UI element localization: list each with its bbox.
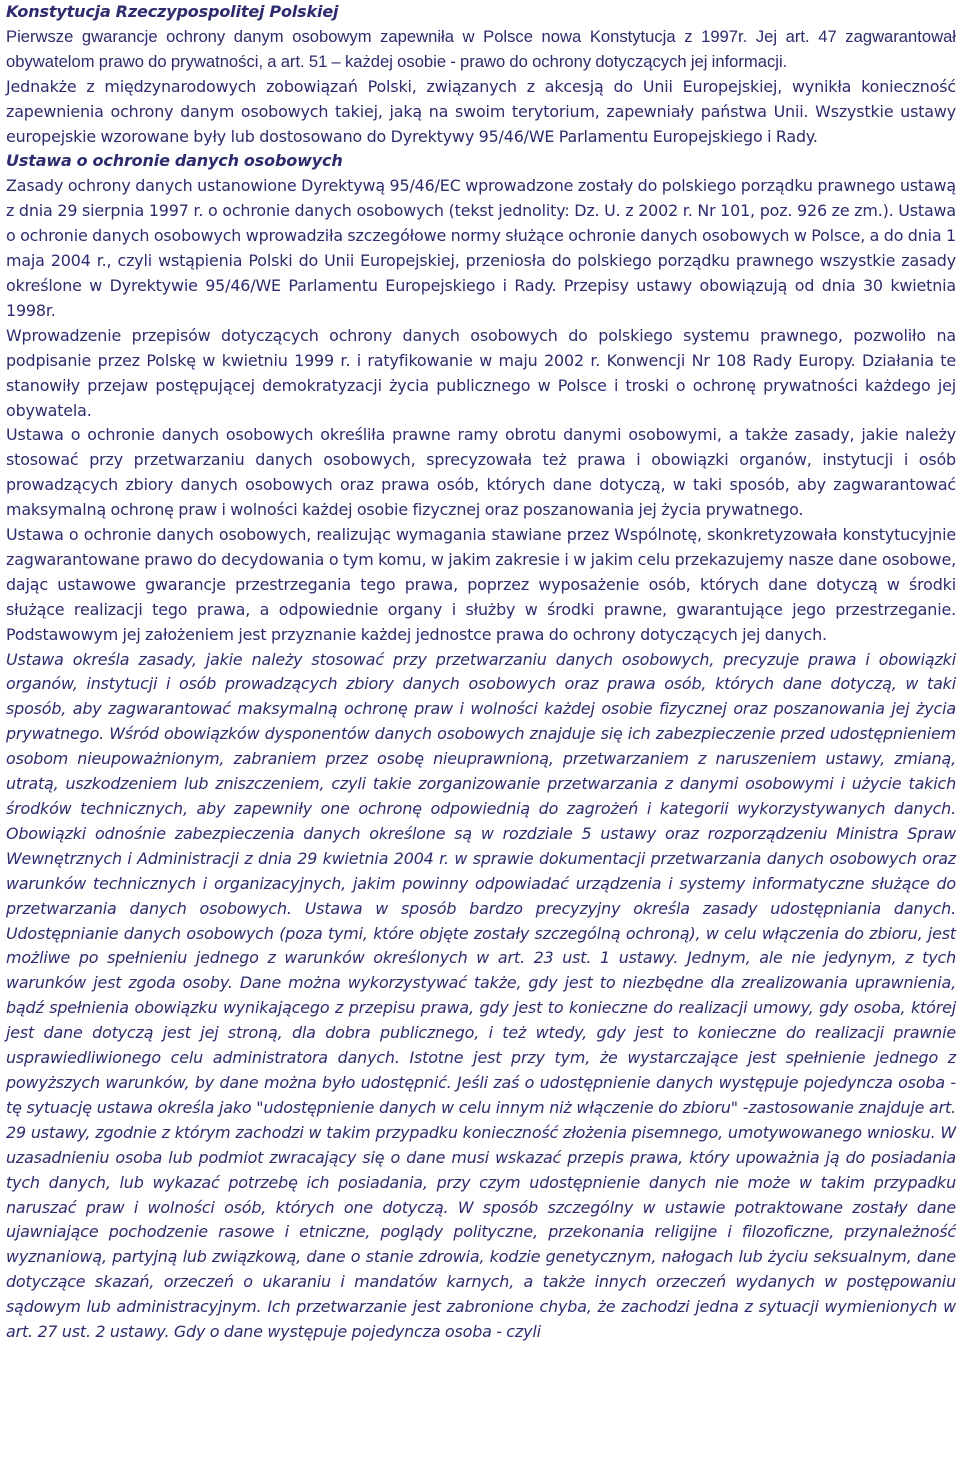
paragraph-processing-rules: Ustawa określa zasady, jakie należy stosować przy przetwarzaniu danych osobowych, precyzuje prawa i obowiązki organów, instytucji i osób prowadzących zbiory danych osobowych oraz prawa osób, których dane dotyczą, w taki sposób, aby zagwarantować maksymalną ochronę praw i wolności każdej osobie fizycznej oraz poszanowania jej życia prywatnego. Wśród obowiązków dysponentów danych osobowych znajduje się ich zabezpieczenie przed udostępnieniem osobom nieupoważnionym, zabraniem przez osobę nieuprawnioną, przetwarzaniem z naruszeniem ustawy, zmianą, utratą, uszkodzeniem lub zniszczeniem, czyli takie zorganizowanie przetwarzania z danymi osobowymi i użycie takich środków technicznych, aby zapewniły one ochronę odpowiednią do zagrożeń i kategorii wykorzystywanych danych. Obowiązki odnośnie zabezpieczenia danych określone są w rozdziale 5 ustawy oraz rozporządzeniu Ministra Spraw Wewnętrznych i Administracji z dnia 29 kwietnia 2004 r. w sprawie dokumentacji przetwarzania danych osobowych oraz warunków technicznych i organizacyjnych, jakim powinny odpowiadać urządzenia i systemy informatyczne służące do przetwarzania danych osobowych. Ustawa w sposób bardzo precyzyjny określa zasady udostępniania danych. Udostępnianie danych osobowych (poza tymi, które objęte zostały szczególną ochroną), w celu włączenia do zbioru, jest możliwe po spełnieniu jednego z warunków określonych w art. 23 ust. 1 ustawy. Jednym, ale nie jedynym, z tych warunków jest zgoda osoby. Dane można wykorzystywać także, gdy jest to niezbędne dla zrealizowania uprawnienia, bądź spełnienia obowiązku wynikającego z przepisu prawa, gdy jest to konieczne do realizacji umowy, gdy osoba, której jest dane dotyczą jest jej stroną, dla dobra publicznego, i też wtedy, gdy jest to konieczne do realizacji prawnie usprawiedliwionego celu administratora danych. Istotne jest przy tym, że wystarczające jest spełnienie jednego z powyższych warunków, by dane można było udostępnić. Jeśli zaś o udostępnienie danych występuje pojedyncza osoba -tę sytuację ustawa określa jako "udostępnienie danych w celu innym niż włączenie do zbioru" -zastosowanie znajduje art. 29 ustawy, zgodnie z którym zachodzi w takim przypadku konieczność złożenia pisemnego, umotywowanego wniosku. W uzasadnieniu osoba lub podmiot zwracający się o dane musi wskazać przepis prawa, który upoważnia ją do posiadania tych danych, lub wykazać potrzebę ich posiadania, przy czym udostępnienie danych nie może w takim przypadku naruszać praw i wolności osób, których one dotyczą. W sposób szczególny w ustawie potraktowane zostały dane ujawniające pochodzenie rasowe i etniczne, poglądy polityczne, przekonania religijne i filozoficzne, przynależność wyznaniową, partyjną lub związkową, dane o stanie zdrowia, kodzie genetycznym, nałogach lub życiu seksualnym, dane dotyczące skazań, orzeczeń o ukaraniu i mandatów karnych, a także innych orzeczeń wydanych w postępowaniu sądowym lub administracyjnym. Ich przetwarzanie jest zabronione chyba, że zachodzi jedna z sytuacji wymienionych w art. 27 ust. 2 ustawy. Gdy o dane występuje pojedyncza osoba - czyli xyxy=(6,649,956,1342)
section-heading-act: Ustawa o ochronie danych osobowych xyxy=(6,151,343,171)
paragraph-convention-108: Wprowadzenie przepisów dotyczących ochrony danych osobowych do polskiego systemu prawnego, pozwoliło na podpisanie przez Polskę w kwietniu 1999 r. i ratyfikowanie w maju 2002 r. Konwencji Nr 108 Rady Europy. Działania te stanowiły przejaw postępującej demokratyzacji życia publicznego w Polsce i troski o ochronę prywatności każdego jej obywatela. xyxy=(6,325,956,420)
section-heading-constitution: Konstytucja Rzeczypospolitej Polskiej xyxy=(6,2,339,21)
paragraph-act-directive: Zasady ochrony danych ustanowione Dyrektywą 95/46/EC wprowadzone zostały do polskiego porządku prawnego ustawą z dnia 29 sierpnia 1997 r. o ochronie danych osobowych (tekst jednolity: Dz. U. z 2002 r. Nr 101, poz. 926 ze zm.). Ustawa o ochronie danych osobowych wprowadziła szczegółowe normy służące ochronie danych osobowych w Polsce, a do dnia 1 maja 2004 r., czyli wstąpienia Polski do Unii Europejskiej, przeniosła do polskiego porządku prawnego wszystkie zasady określone w Dyrektywie 95/46/WE Parlamentu Europejskiego i Rady. Przepisy ustawy obowiązują od dnia 30 kwietnia 1998r. xyxy=(6,176,956,320)
paragraph-constitutional-right: Ustawa o ochronie danych osobowych, realizując wymagania stawiane przez Wspólnotę, skonkretyzowała konstytucyjnie zagwarantowane prawo do decydowania o tym komu, w jakim zakresie i w jakim celu przekazujemy nasze dane osobowe, dając ustawowe gwarancje przestrzegania tego prawa, poprzez wyposażenie osób, których dane dotyczą w środki służące realizacji tego prawa, a odpowiednie organy i służby w środki prawne, gwarantujące jego przestrzeganie. Podstawowym jej założeniem jest przyznanie każdej jednostce prawa do ochrony dotyczących jej danych. xyxy=(6,525,956,644)
document-page xyxy=(6,0,956,1345)
paragraph-constitution-intro: Pierwsze gwarancje ochrony danym osobowym zapewniła w Polsce nowa Konstytucja z 1997r. Jej art. 47 zagwarantował obywatelom prawo do prywatności, a art. 51 – każdej osobie - prawo do ochrony dotyczących jej informacji. xyxy=(6,26,956,71)
paragraph-legal-framework: Ustawa o ochronie danych osobowych określiła prawne ramy obrotu danymi osobowymi, a także zasady, jakie należy stosować przy przetwarzaniu danych osobowych, sprecyzowała też prawa i obowiązki organów, instytucji i osób prowadzących zbiory danych osobowych oraz prawa osób, których dane dotyczą, w taki sposób, aby zagwarantować maksymalną ochronę praw i wolności każdej osobie fizycznej oraz poszanowania jej życia prywatnego. xyxy=(6,425,956,520)
paragraph-eu-accession: Jednakże z międzynarodowych zobowiązań Polski, związanych z akcesją do Unii Europejskiej, wynikła konieczność zapewnienia ochrony danym osobowych takiej, jaką na swoim terytorium, zapewniały państwa Unii. Wszystkie ustawy europejskie wzorowane były lub dostosowano do Dyrektywy 95/46/WE Parlamentu Europejskiego i Rady. xyxy=(6,76,956,146)
